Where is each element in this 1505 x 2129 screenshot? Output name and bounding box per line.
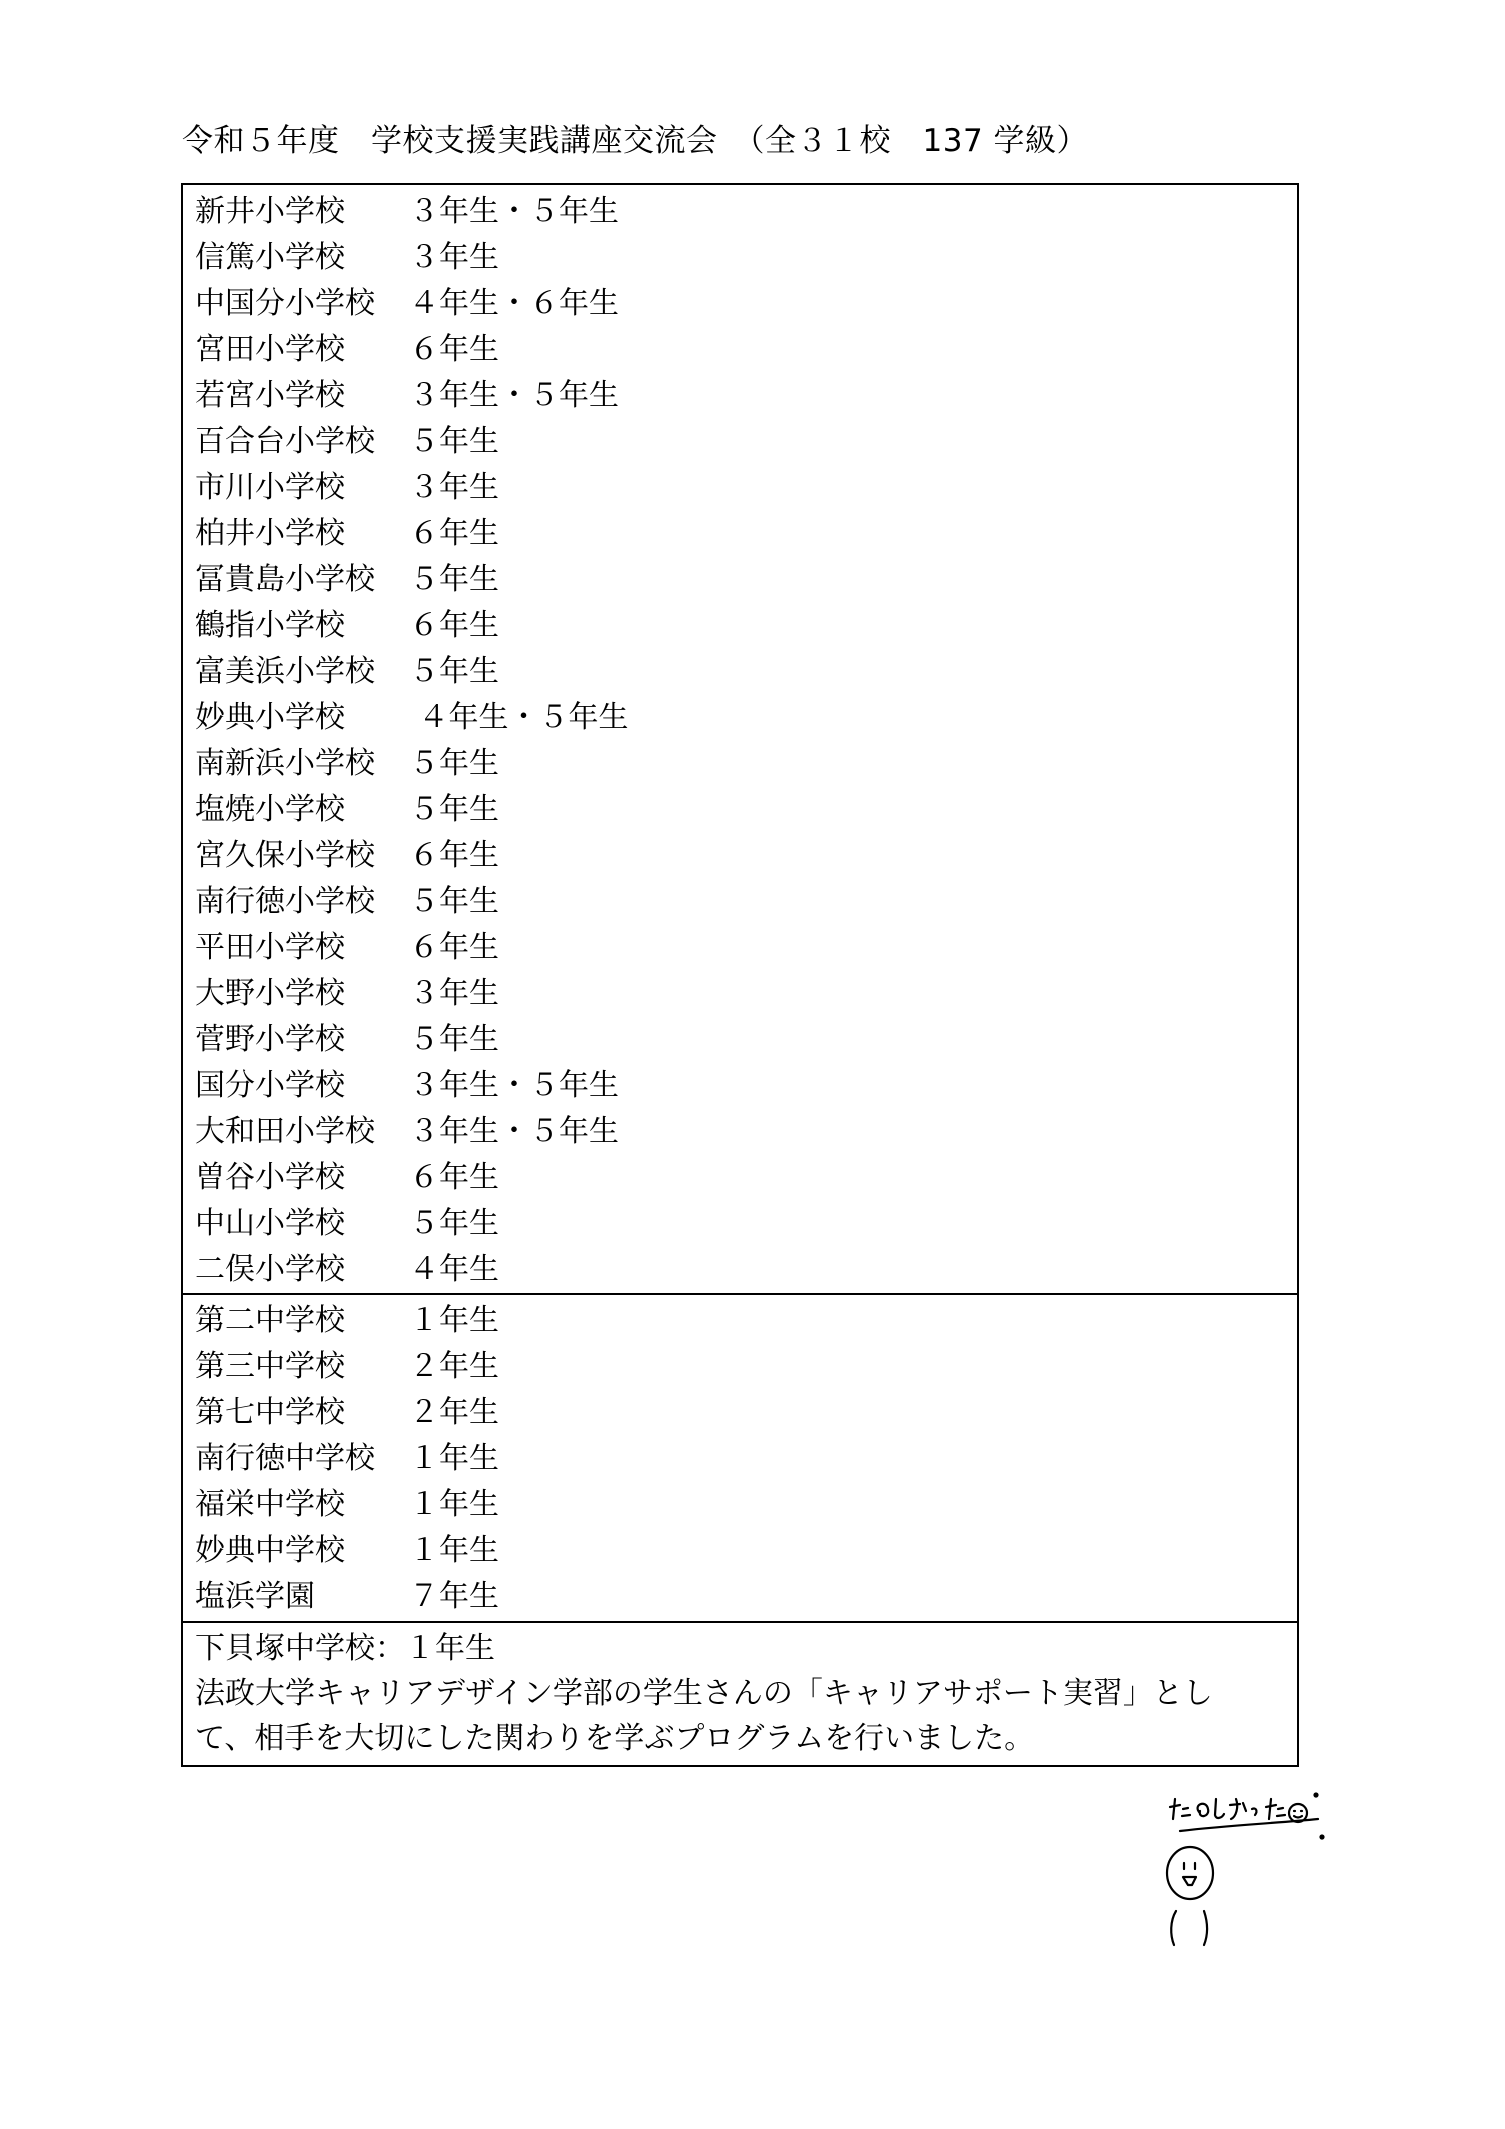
school-name: 妙典中学校 (195, 1533, 345, 1568)
grade-level: ５年生 (409, 792, 499, 827)
school-name: 百合台小学校 (195, 424, 375, 459)
grade-level: ５年生 (409, 562, 499, 597)
grade-level: １年生 (409, 1441, 499, 1476)
school-name: 曽谷小学校 (195, 1160, 345, 1195)
table-row (183, 741, 1297, 787)
school-name: 塩浜学園 (195, 1579, 315, 1614)
school-name: 塩焼小学校 (195, 792, 345, 827)
school-name: 鶴指小学校 (195, 608, 345, 643)
smiley-stick-figure-icon (1140, 1785, 1340, 1965)
table-row (183, 879, 1297, 925)
grade-level: ３年生 (409, 976, 499, 1011)
grade-level: ６年生 (409, 608, 499, 643)
school-name: 中国分小学校 (195, 286, 375, 321)
table-row (183, 235, 1297, 281)
school-name: 二俣小学校 (195, 1252, 345, 1287)
table-row (183, 1109, 1297, 1155)
table-row (183, 695, 1297, 741)
grade-level: ６年生 (409, 516, 499, 551)
note-description-line: 法政大学キャリアデザイン学部の学生さんの「キャリアサポート実習」とし (195, 1676, 1213, 1711)
table-row (183, 373, 1297, 419)
table-row (183, 511, 1297, 557)
grade-level: ２年生 (409, 1395, 499, 1430)
school-name: 菅野小学校 (195, 1022, 345, 1057)
school-name: 新井小学校 (195, 194, 345, 229)
grade-level: ５年生 (409, 746, 499, 781)
grade-level: ４年生・５年生 (409, 700, 629, 735)
school-name: 福栄中学校 (195, 1487, 345, 1522)
table-row (183, 603, 1297, 649)
grade-level: ６年生 (409, 332, 499, 367)
grade-level: ５年生 (409, 1206, 499, 1241)
school-list-table (181, 183, 1299, 1767)
table-row (183, 1155, 1297, 1201)
grade-level: １年生 (409, 1303, 499, 1338)
grade-level: ４年生・６年生 (409, 286, 619, 321)
grade-level: ５年生 (409, 884, 499, 919)
grade-level: ６年生 (409, 930, 499, 965)
school-name: 宮田小学校 (195, 332, 345, 367)
table-row (183, 833, 1297, 879)
table-row (183, 1017, 1297, 1063)
table-row (183, 649, 1297, 695)
page-title: 令和５年度 学校支援実践講座交流会 （全３１校 137 学級） (182, 123, 1089, 159)
table-row (183, 419, 1297, 465)
school-name: 平田小学校 (195, 930, 345, 965)
grade-level: ７年生 (409, 1579, 499, 1614)
grade-level: ６年生 (409, 1160, 499, 1195)
table-row (183, 189, 1297, 235)
grade-level: １年生 (409, 1533, 499, 1568)
grade-level: ３年生 (409, 240, 499, 275)
school-name: 大野小学校 (195, 976, 345, 1011)
table-row (183, 327, 1297, 373)
grade-level: ５年生 (409, 1022, 499, 1057)
school-name: 妙典小学校 (195, 700, 345, 735)
note-section (183, 1621, 1297, 1765)
table-row (183, 281, 1297, 327)
middle-school-section (183, 1293, 1297, 1621)
table-row (183, 787, 1297, 833)
table-row (183, 1390, 1297, 1436)
grade-level: ３年生・５年生 (409, 1068, 619, 1103)
table-row (183, 1247, 1297, 1293)
grade-level: ４年生 (409, 1252, 499, 1287)
grade-level: ３年生 (409, 470, 499, 505)
school-name: 市川小学校 (195, 470, 345, 505)
school-name: 中山小学校 (195, 1206, 345, 1241)
school-name: 第三中学校 (195, 1349, 345, 1384)
grade-level: ２年生 (409, 1349, 499, 1384)
school-name: 第七中学校 (195, 1395, 345, 1430)
school-name: 南行徳中学校 (195, 1441, 375, 1476)
elementary-school-section (183, 185, 1297, 1293)
grade-level: ６年生 (409, 838, 499, 873)
school-name: 宮久保小学校 (195, 838, 375, 873)
school-name: 第二中学校 (195, 1303, 345, 1338)
school-name: 冨貴島小学校 (195, 562, 375, 597)
school-name: 南新浜小学校 (195, 746, 375, 781)
table-row (183, 1528, 1297, 1574)
table-row (183, 971, 1297, 1017)
grade-level: ３年生・５年生 (409, 1114, 619, 1149)
table-row (183, 1344, 1297, 1390)
table-row (183, 1063, 1297, 1109)
school-name: 南行徳小学校 (195, 884, 375, 919)
grade-level: ５年生 (409, 654, 499, 689)
school-name: 富美浜小学校 (195, 654, 375, 689)
school-name: 柏井小学校 (195, 516, 345, 551)
grade-level: ５年生 (409, 424, 499, 459)
school-name: 国分小学校 (195, 1068, 345, 1103)
table-row (183, 1201, 1297, 1247)
school-name: 若宮小学校 (195, 378, 345, 413)
grade-level: １年生 (409, 1487, 499, 1522)
table-row (183, 925, 1297, 971)
table-row (183, 1298, 1297, 1344)
table-row (183, 1436, 1297, 1482)
school-name: 信篤小学校 (195, 240, 345, 275)
table-row (183, 465, 1297, 511)
note-description-line: て、相手を大切にした関わりを学ぶプログラムを行いました。 (195, 1721, 1035, 1756)
table-row (183, 557, 1297, 603)
grade-level: ３年生・５年生 (409, 194, 619, 229)
grade-level: ３年生・５年生 (409, 378, 619, 413)
school-name: 大和田小学校 (195, 1114, 375, 1149)
note-school-line: 下貝塚中学校：１年生 (195, 1631, 495, 1666)
table-row (183, 1482, 1297, 1528)
table-row (183, 1574, 1297, 1620)
